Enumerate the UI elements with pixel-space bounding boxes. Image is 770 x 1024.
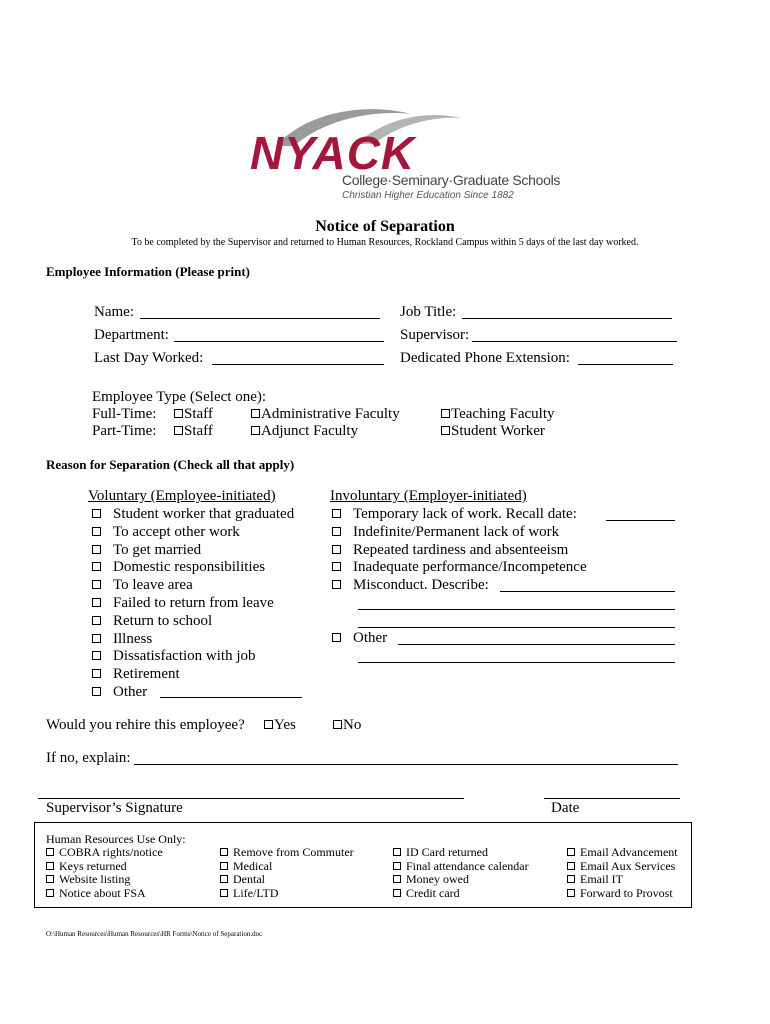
checkbox-icon[interactable] — [92, 509, 101, 518]
checkbox-icon[interactable] — [220, 862, 228, 870]
checkbox-icon[interactable] — [251, 426, 260, 435]
voluntary-reason-option[interactable] — [92, 542, 201, 559]
pt-adjunct-faculty-label: Adjunct Faculty — [261, 423, 359, 439]
checkbox-icon[interactable] — [567, 848, 575, 856]
supervisor-field[interactable] — [472, 341, 677, 342]
hr-column-1 — [46, 846, 163, 900]
logo-tagline: College·Seminary·Graduate Schools — [342, 172, 561, 188]
pt-adjunct-faculty-option[interactable] — [251, 423, 358, 440]
supervisor-signature-label: Supervisor’s Signature — [46, 800, 183, 816]
hr-checklist-item[interactable] — [46, 860, 163, 874]
ft-staff-label: Staff — [184, 406, 213, 422]
voluntary-reason-option[interactable] — [92, 506, 294, 523]
misconduct-field[interactable] — [500, 591, 675, 592]
hr-checklist-item[interactable] — [567, 860, 678, 874]
voluntary-reason-label: Return to school — [113, 612, 213, 629]
hr-checklist-item[interactable] — [46, 873, 163, 887]
checkbox-icon[interactable] — [46, 875, 54, 883]
hr-checklist-label: Final attendance calendar — [406, 858, 529, 873]
checkbox-icon[interactable] — [332, 527, 341, 536]
hr-column-4 — [567, 846, 678, 900]
voluntary-heading: Voluntary (Employee-initiated) — [88, 488, 276, 504]
involuntary-reason-label: Misconduct. Describe: — [353, 577, 489, 594]
part-time-label: Part-Time: — [92, 423, 157, 439]
job-title-label: Job Title: — [400, 304, 457, 320]
hr-checklist-label: Credit card — [406, 885, 460, 900]
hr-checklist-item[interactable] — [46, 887, 163, 901]
checkbox-icon[interactable] — [92, 651, 101, 660]
voluntary-reason-option[interactable] — [92, 666, 180, 683]
voluntary-reason-label: Student worker that graduated — [113, 506, 295, 522]
voluntary-reason-label: Other — [113, 684, 148, 700]
hr-checklist-item[interactable] — [46, 846, 163, 860]
voluntary-reason-label: To get married — [113, 541, 202, 558]
voluntary-reason-option[interactable] — [92, 577, 193, 594]
hr-checklist-label: Notice about FSA — [59, 885, 146, 900]
hr-checklist-item[interactable] — [393, 860, 529, 874]
rehire-yes-label: Yes — [274, 717, 296, 733]
explain-field[interactable] — [134, 764, 678, 765]
employee-type-heading: Employee Type (Select one): — [92, 389, 267, 405]
department-field[interactable] — [174, 341, 384, 342]
checkbox-icon[interactable] — [92, 527, 101, 536]
checkbox-icon[interactable] — [332, 562, 341, 571]
rehire-yes-option[interactable] — [264, 717, 296, 734]
misconduct-field-line3[interactable] — [358, 627, 675, 628]
checkbox-icon[interactable] — [393, 862, 401, 870]
last-day-label: Last Day Worked: — [94, 350, 204, 366]
checkbox-icon[interactable] — [393, 848, 401, 856]
name-label: Name: — [94, 304, 134, 320]
hr-column-2 — [220, 846, 354, 900]
logo-wordmark: NYACK — [250, 127, 416, 179]
checkbox-icon[interactable] — [92, 634, 101, 643]
ft-admin-faculty-label: Administrative Faculty — [261, 406, 400, 422]
rehire-no-option[interactable] — [333, 717, 361, 734]
involuntary-reason-option[interactable] — [332, 577, 489, 594]
pt-student-worker-option[interactable] — [441, 423, 545, 440]
hr-checklist-label: Life/LTD — [233, 885, 279, 900]
hr-checklist-label: Email IT — [580, 872, 623, 887]
voluntary-reason-option[interactable] — [92, 595, 274, 612]
hr-checklist-label: Medical — [233, 858, 273, 873]
hr-checklist-label: Email Advancement — [580, 845, 678, 859]
checkbox-icon[interactable] — [46, 848, 54, 856]
checkbox-icon[interactable] — [92, 669, 101, 678]
voluntary-reason-option[interactable] — [92, 524, 240, 541]
checkbox-icon[interactable] — [393, 889, 401, 897]
full-time-label: Full-Time: — [92, 406, 157, 422]
involuntary-other-field-line2[interactable] — [358, 662, 675, 663]
involuntary-other-option[interactable] — [332, 630, 387, 647]
voluntary-reason-label: Failed to return from leave — [113, 595, 274, 611]
checkbox-icon[interactable] — [92, 616, 101, 625]
pt-staff-label: Staff — [184, 423, 213, 439]
hr-checklist-label: Email Aux Services — [580, 858, 676, 873]
signature-line[interactable] — [38, 798, 464, 799]
involuntary-reason-label: Indefinite/Permanent lack of work — [353, 523, 560, 540]
checkbox-icon[interactable] — [92, 562, 101, 571]
reason-heading: Reason for Separation (Check all that apply) — [46, 457, 295, 472]
voluntary-reason-label: Domestic responsibilities — [113, 559, 266, 576]
checkbox-icon[interactable] — [220, 889, 228, 897]
checkbox-icon[interactable] — [332, 545, 341, 554]
voluntary-reason-label: To leave area — [113, 577, 193, 594]
recall-date-field[interactable] — [606, 520, 675, 521]
involuntary-other-field[interactable] — [398, 644, 675, 645]
hr-checklist-item[interactable] — [220, 887, 354, 901]
hr-checklist-label: Money owed — [406, 872, 469, 887]
hr-checklist-label: ID Card returned — [406, 845, 488, 859]
hr-checklist-label: Website listing — [59, 872, 131, 887]
checkbox-icon[interactable] — [567, 875, 575, 883]
voluntary-reason-option[interactable] — [92, 648, 256, 665]
rehire-no-label: No — [343, 717, 362, 733]
hr-checklist-item[interactable] — [393, 873, 529, 887]
voluntary-other-field[interactable] — [160, 697, 302, 698]
hr-checklist-item[interactable] — [393, 887, 529, 901]
hr-checklist-item[interactable] — [567, 846, 678, 860]
checkbox-icon[interactable] — [92, 598, 101, 607]
checkbox-icon[interactable] — [441, 426, 450, 435]
involuntary-reason-label: Repeated tardiness and absenteeism — [353, 541, 569, 558]
involuntary-other-label: Other — [353, 630, 388, 646]
checkbox-icon[interactable] — [92, 687, 101, 696]
hr-checklist-label: Forward to Provost — [580, 885, 673, 900]
hr-column-3 — [393, 846, 529, 900]
hr-checklist-item[interactable] — [220, 860, 354, 874]
pt-student-worker-label: Student Worker — [451, 423, 545, 439]
voluntary-reason-label: To accept other work — [113, 523, 240, 540]
ft-staff-option[interactable] — [174, 406, 213, 423]
checkbox-icon[interactable] — [220, 848, 228, 856]
involuntary-reason-option[interactable] — [332, 559, 587, 576]
hr-checklist-label: COBRA rights/notice — [59, 845, 163, 859]
checkbox-icon[interactable] — [174, 426, 183, 435]
page-title: Notice of Separation — [315, 218, 455, 235]
file-path: O:\Human Resources\Human Resources\HR Forms\Notice of Separation.doc — [46, 930, 263, 938]
involuntary-reason-option[interactable] — [332, 542, 568, 559]
involuntary-reason-label: Temporary lack of work. Recall date: — [353, 506, 577, 522]
date-line[interactable] — [544, 798, 680, 799]
checkbox-icon[interactable] — [567, 862, 575, 870]
ft-teaching-faculty-option[interactable] — [441, 406, 555, 423]
hr-checklist-item[interactable] — [393, 846, 529, 860]
voluntary-reason-label: Illness — [113, 630, 153, 647]
employee-info-heading: Employee Information (Please print) — [46, 264, 251, 279]
checkbox-icon[interactable] — [174, 409, 183, 418]
ft-teaching-faculty-label: Teaching Faculty — [451, 406, 555, 422]
checkbox-icon[interactable] — [251, 409, 260, 418]
page-subtitle: To be completed by the Supervisor and returned to Human Resources, Rockland Campus within 5 days of the last day worked. — [131, 237, 639, 248]
name-field[interactable] — [140, 318, 380, 319]
checkbox-icon[interactable] — [441, 409, 450, 418]
ft-admin-faculty-option[interactable] — [251, 406, 400, 423]
hr-use-title: Human Resources Use Only: — [46, 832, 186, 846]
involuntary-heading: Involuntary (Employer-initiated) — [330, 488, 527, 504]
hr-checklist-label: Keys returned — [59, 858, 127, 873]
checkbox-icon[interactable] — [332, 580, 341, 589]
involuntary-reason-option[interactable] — [332, 524, 559, 541]
voluntary-reason-option[interactable] — [92, 631, 152, 648]
checkbox-icon[interactable] — [92, 545, 101, 554]
hr-checklist-label: Remove from Commuter — [233, 845, 354, 859]
checkbox-icon[interactable] — [333, 720, 342, 729]
job-title-field[interactable] — [462, 318, 672, 319]
checkbox-icon[interactable] — [332, 509, 341, 518]
date-label: Date — [551, 800, 580, 816]
department-label: Department: — [94, 327, 169, 343]
involuntary-reason-label: Inadequate performance/Incompetence — [353, 559, 587, 576]
checkbox-icon[interactable] — [46, 862, 54, 870]
hr-checklist-label: Dental — [233, 872, 265, 887]
hr-checklist-item[interactable] — [567, 887, 678, 901]
involuntary-reason-option[interactable] — [332, 506, 577, 523]
checkbox-icon[interactable] — [264, 720, 273, 729]
rehire-question: Would you rehire this employee? — [46, 717, 245, 733]
checkbox-icon[interactable] — [92, 580, 101, 589]
voluntary-reason-option[interactable] — [92, 613, 212, 630]
voluntary-reason-label: Dissatisfaction with job — [113, 648, 256, 665]
checkbox-icon[interactable] — [332, 633, 341, 642]
voluntary-reason-label: Retirement — [113, 666, 180, 683]
checkbox-icon[interactable] — [567, 889, 575, 897]
phone-ext-label: Dedicated Phone Extension: — [400, 350, 570, 366]
misconduct-field-line2[interactable] — [358, 609, 675, 610]
hr-checklist-item[interactable] — [220, 873, 354, 887]
supervisor-label: Supervisor: — [400, 327, 470, 343]
voluntary-reason-option[interactable] — [92, 559, 265, 576]
checkbox-icon[interactable] — [220, 875, 228, 883]
voluntary-reason-option[interactable] — [92, 684, 147, 701]
checkbox-icon[interactable] — [46, 889, 54, 897]
pt-staff-option[interactable] — [174, 423, 213, 440]
last-day-field[interactable] — [212, 364, 384, 365]
logo-subtag: Christian Higher Education Since 1882 — [342, 190, 514, 201]
checkbox-icon[interactable] — [393, 875, 401, 883]
phone-ext-field[interactable] — [578, 364, 673, 365]
logo — [246, 104, 561, 204]
explain-label: If no, explain: — [46, 750, 131, 766]
hr-checklist-item[interactable] — [220, 846, 354, 860]
hr-checklist-item[interactable] — [567, 873, 678, 887]
